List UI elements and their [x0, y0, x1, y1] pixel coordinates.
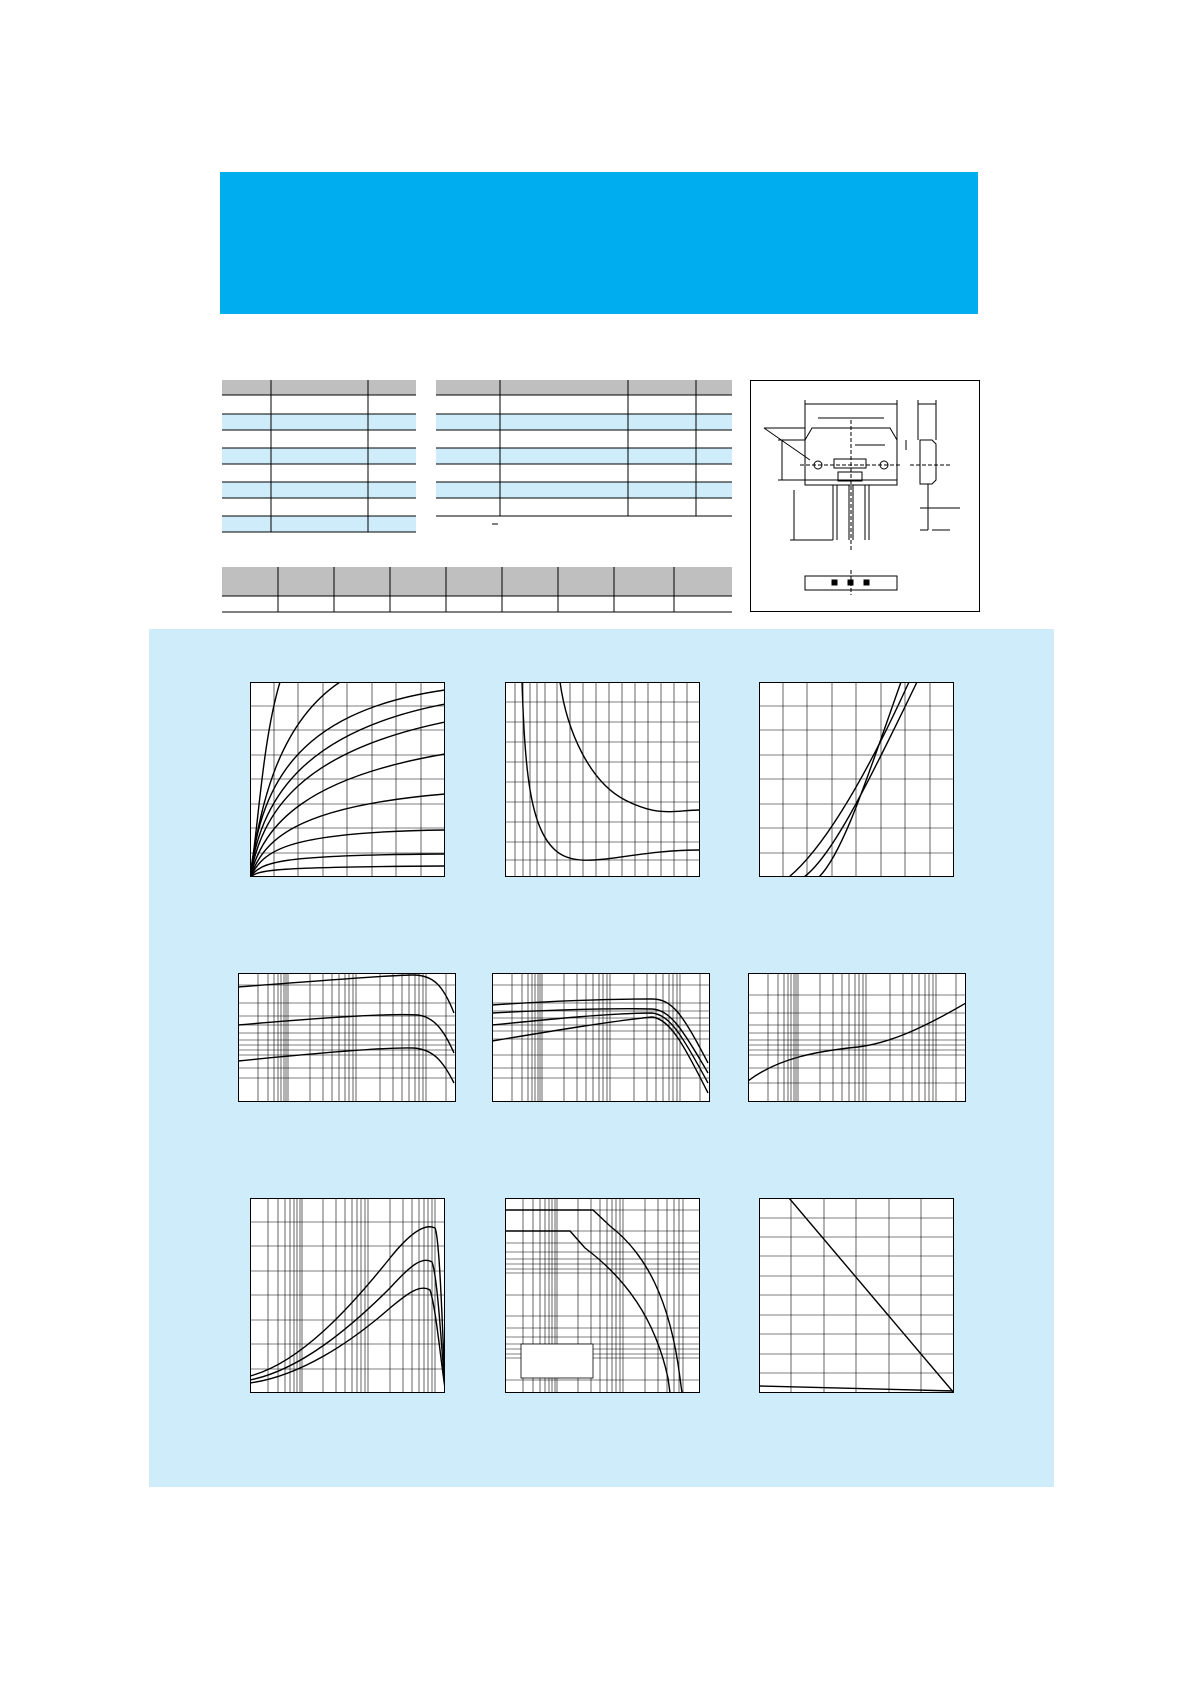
rank-table — [222, 567, 732, 615]
gain-characteristics-graph — [238, 973, 456, 1102]
title-banner — [220, 172, 978, 314]
transfer-characteristics-graph — [759, 682, 954, 877]
safe-operating-area-graph — [505, 1198, 700, 1393]
characteristics-table — [436, 380, 732, 530]
decay-characteristics-graph — [505, 682, 700, 877]
frequency-response-graph — [250, 1198, 445, 1393]
gain-temperature-graph — [492, 973, 710, 1102]
power-derating-graph — [759, 1198, 954, 1393]
saturation-voltage-graph — [748, 973, 966, 1102]
output-characteristics-graph — [250, 682, 445, 877]
package-outline-icon — [750, 380, 980, 612]
ratings-table — [222, 380, 416, 538]
